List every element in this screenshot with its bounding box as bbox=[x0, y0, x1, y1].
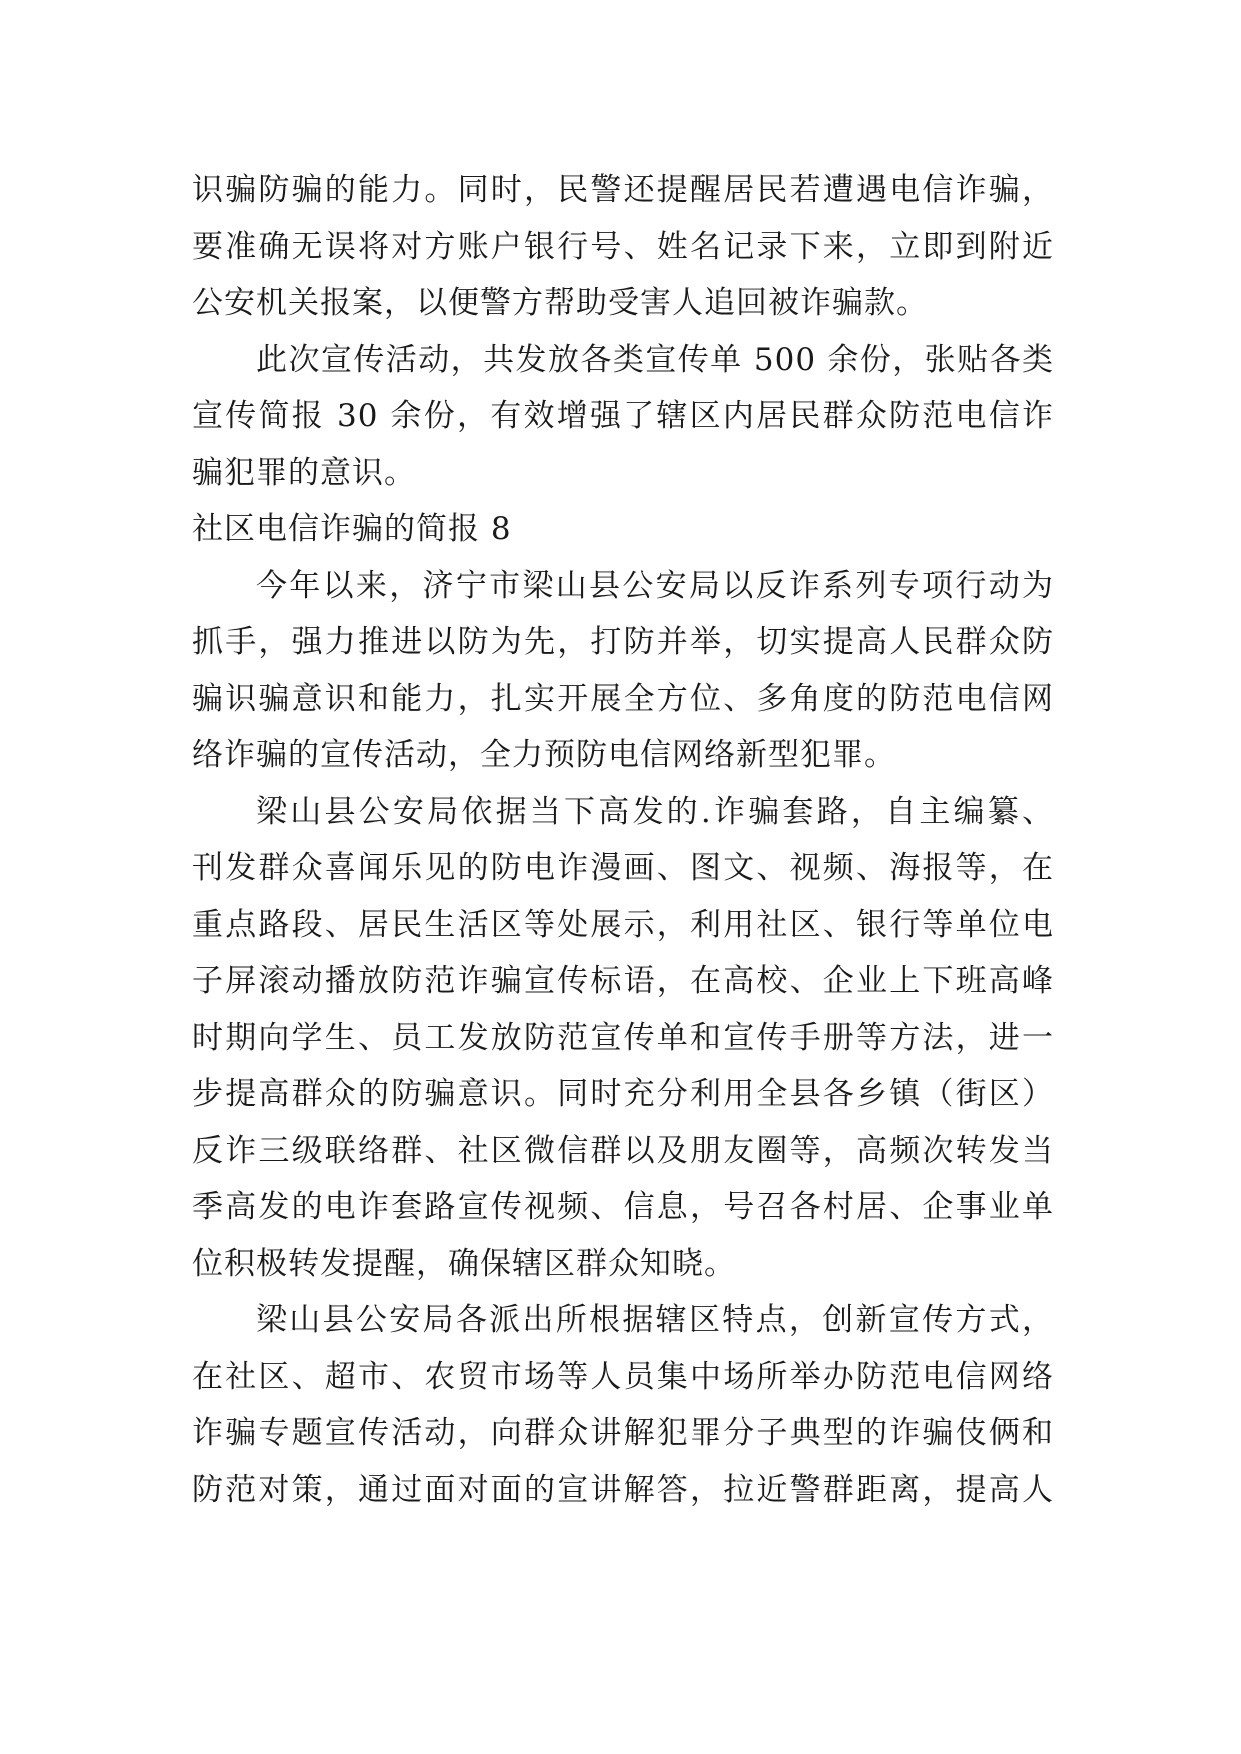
text-line: 今年以来，济宁市梁山县公安局以反诈系列专项行动为 bbox=[256, 567, 1054, 604]
text-line: 反诈三级联络群、社区微信群以及朋友圈等，高频次转发当 bbox=[192, 1132, 1054, 1169]
text-line: 骗犯罪的意识。 bbox=[192, 454, 416, 491]
paragraph bbox=[192, 332, 1054, 502]
text-line: 诈骗专题宣传活动，向群众讲解犯罪分子典型的诈骗伎俩和 bbox=[192, 1415, 1054, 1451]
text-line: 防范对策，通过面对面的宣讲解答，拉近警群距离，提高人 bbox=[192, 1471, 1054, 1508]
text-line: 要准确无误将对方账户银行号、姓名记录下来，立即到附近 bbox=[192, 228, 1054, 265]
paragraph bbox=[192, 784, 1054, 1293]
text-line: 在社区、超市、农贸市场等人员集中场所举办防范电信网络 bbox=[192, 1358, 1054, 1395]
document-body bbox=[192, 162, 1054, 1518]
text-line: 季高发的电诈套路宣传视频、信息，号召各村居、企事业单 bbox=[192, 1189, 1054, 1225]
text-line: 此次宣传活动，共发放各类宣传单 500 余份，张贴各类 bbox=[256, 341, 1054, 378]
text-line: 刊发群众喜闻乐见的防电诈漫画、图文、视频、海报等，在 bbox=[192, 850, 1054, 886]
text-line: 抓手，强力推进以防为先，打防并举，切实提高人民群众防 bbox=[192, 624, 1054, 660]
paragraph bbox=[192, 162, 1054, 332]
text-line: 公安机关报案，以便警方帮助受害人追回被诈骗款。 bbox=[192, 285, 928, 321]
text-line: 位积极转发提醒，确保辖区群众知晓。 bbox=[192, 1245, 736, 1282]
text-line: 识骗防骗的能力。同时，民警还提醒居民若遭遇电信诈骗， bbox=[192, 172, 1054, 208]
paragraph bbox=[192, 1292, 1054, 1518]
section-heading: 社区电信诈骗的简报 8 bbox=[192, 511, 512, 547]
text-line: 步提高群众的防骗意识。同时充分利用全县各乡镇（街区） bbox=[192, 1076, 1054, 1112]
text-line: 重点路段、居民生活区等处展示，利用社区、银行等单位电 bbox=[192, 906, 1054, 943]
text-line: 宣传简报 30 余份，有效增强了辖区内居民群众防范电信诈 bbox=[192, 398, 1054, 434]
text-line: 子屏滚动播放防范诈骗宣传标语，在高校、企业上下班高峰 bbox=[192, 963, 1054, 999]
text-line: 络诈骗的宣传活动，全力预防电信网络新型犯罪。 bbox=[192, 737, 896, 773]
text-line: 时期向学生、员工发放防范宣传单和宣传手册等方法，进一 bbox=[192, 1019, 1054, 1056]
paragraph bbox=[192, 558, 1054, 784]
text-line: 梁山县公安局依据当下高发的.诈骗套路，自主编纂、 bbox=[256, 793, 1054, 830]
text-line: 骗识骗意识和能力，扎实开展全方位、多角度的防范电信网 bbox=[192, 680, 1054, 717]
text-line: 梁山县公安局各派出所根据辖区特点，创新宣传方式， bbox=[256, 1302, 1054, 1338]
